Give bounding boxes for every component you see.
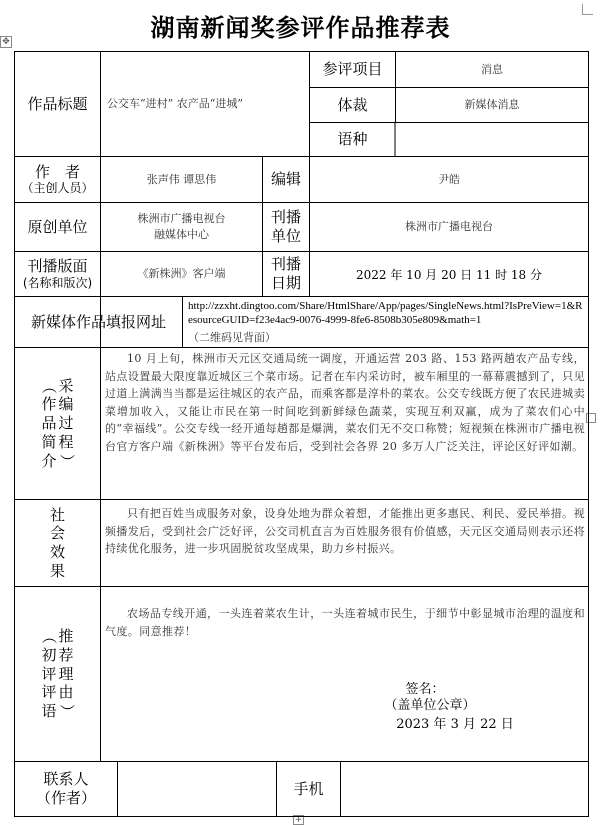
label-publish-section <box>15 252 100 296</box>
value-url[interactable]: http://zzxht.dingtoo.com/Share/HtmlShare/App/pages/SingleNews.html?IsPreView=1&ResourceGUID=f23e4ac9-0076-4999-8fe6-8508b305e809&math=1 <box>188 300 583 326</box>
label-editor: 编辑 <box>270 170 301 189</box>
label-process-char: 采 <box>58 376 74 395</box>
value-work-title[interactable]: 公交车“进村” 农产品“进城” <box>107 97 243 111</box>
label-publish-date-line1: 刊播 <box>270 255 301 274</box>
value-contact[interactable] <box>118 762 276 816</box>
label-origin-unit: 原创单位 <box>27 217 88 236</box>
seal-label: （盖单位公章） <box>384 698 476 713</box>
value-author[interactable]: 张声伟 谭思伟 <box>146 172 217 186</box>
value-effect[interactable]: 只有把百姓当成服务对象，设身处地为群众着想，才能推出更多惠民、利民、爱民举措。视频播发后，受到社会广泛好评，公交司机直言为百姓服务很有价值感，天元区交通局则表示还将持续优化服务，进一步巩固脱贫攻坚成果，助力乡村振兴。 <box>105 507 585 555</box>
label-effect-char: 效 <box>49 543 65 561</box>
value-language[interactable] <box>396 123 588 156</box>
label-process-char: 品 <box>41 414 57 433</box>
label-recommend-char: ） <box>57 703 76 720</box>
label-recommend-char: 由 <box>58 683 74 702</box>
label-recommend-char: 荐 <box>58 645 74 664</box>
label-process-char: 简 <box>41 432 57 451</box>
value-genre[interactable]: 新媒体消息 <box>464 98 520 112</box>
label-process-char: （ <box>40 378 59 394</box>
value-publish-unit[interactable]: 株洲市广播电视台 <box>405 220 493 234</box>
label-recommend-char: 初 <box>41 645 57 664</box>
value-category[interactable]: 消息 <box>481 62 503 76</box>
label-publish-section-sub: (名称和版次) <box>22 275 93 290</box>
label-contact-sub: （作者） <box>35 789 96 807</box>
label-effect-char: 果 <box>49 561 65 580</box>
label-publish-section-main: 刊播版面 <box>27 257 88 276</box>
label-effect-char: 会 <box>49 524 65 543</box>
label-publish-unit-line1: 刊播 <box>270 208 301 227</box>
value-publish-section[interactable]: 《新株洲》客户端 <box>137 267 226 281</box>
label-publish-date <box>263 252 309 296</box>
label-recommend-char: 语 <box>41 702 57 721</box>
label-work-title: 作品标题 <box>27 94 88 113</box>
label-process <box>15 348 100 499</box>
label-process-char: 过 <box>58 414 74 433</box>
label-process-char: 介 <box>41 451 57 470</box>
value-editor[interactable]: 尹皓 <box>438 172 460 186</box>
label-publish-unit <box>263 203 309 251</box>
sign-date[interactable]: 2023 年 3 月 22 日 <box>396 717 514 732</box>
table-move-handle-icon[interactable]: ✥ <box>0 36 12 48</box>
value-process[interactable]: 10 月上旬，株洲市天元区交通局统一调度，开通运营 203 路、153 路两趟农产品专线，站点设置最大限度靠近城区三个菜市场。记者在车内采访时，被车厢里的一幕幕震撼到了，只见过道上满满当当都是运往城区的农产品，而乘客都是淳朴的菜农。公交专线既方便了农民进城卖菜增加收入，又能让市民在第一时间吃到新鲜绿色蔬菜，实现互利双赢，成为了菜农们心中的“幸福线”。公交专线一经开通每趟都是爆满，菜农们无不交口称赞；短视频在株洲市广播电视台官方客户端《新株洲》等平台发布后，受到社会各界 20 多万人广泛关注，评论区好评如潮。 <box>105 352 585 453</box>
value-phone[interactable] <box>341 762 588 816</box>
label-recommend <box>15 587 100 761</box>
label-url: 新媒体作品填报网址 <box>30 312 166 331</box>
label-recommend-char: 理 <box>58 664 74 683</box>
label-phone: 手机 <box>293 779 324 798</box>
label-recommend-char: 评 <box>41 664 57 683</box>
value-publish-date[interactable]: 2022 年 10 月 20 日 11 时 18 分 <box>356 267 542 282</box>
value-origin-unit[interactable] <box>101 203 262 251</box>
label-category: 参评项目 <box>322 60 383 79</box>
table-add-row-icon[interactable]: + <box>294 815 303 825</box>
label-recommend-char: 推 <box>58 627 74 646</box>
page-title: 湖南新闻奖参评作品推荐表 <box>150 14 451 42</box>
label-contact <box>15 762 117 816</box>
value-origin-unit-line2: 融媒体中心 <box>154 228 209 241</box>
label-recommend-char: 评 <box>41 683 57 702</box>
sign-label: 签名： <box>405 682 445 697</box>
label-recommend-char: （ <box>40 628 59 645</box>
label-author <box>15 157 100 202</box>
label-process-char: 作 <box>41 395 57 414</box>
label-publish-date-line2: 日期 <box>270 274 301 292</box>
label-author-sub: （主创人员） <box>21 181 94 196</box>
label-effect <box>15 500 100 586</box>
label-effect-char: 社 <box>49 505 65 524</box>
value-url-note: （二维码见背面） <box>188 331 276 344</box>
label-author-main: 作 者 <box>34 162 80 181</box>
label-publish-unit-line2: 单位 <box>270 227 301 245</box>
label-contact-main: 联系人 <box>43 770 89 789</box>
label-language: 语种 <box>337 130 368 149</box>
value-recommend[interactable]: 农场品专线开通，一头连着菜农生计，一头连着城市民生，于细节中彰显城市治理的温度和气度。同意推荐！ <box>105 607 585 638</box>
label-process-char: 编 <box>58 395 74 414</box>
label-process-char: 程 <box>58 432 74 451</box>
value-origin-unit-line1: 株洲市广播电视台 <box>137 212 226 226</box>
label-genre: 体裁 <box>337 95 368 114</box>
label-process-char: ） <box>57 453 76 469</box>
